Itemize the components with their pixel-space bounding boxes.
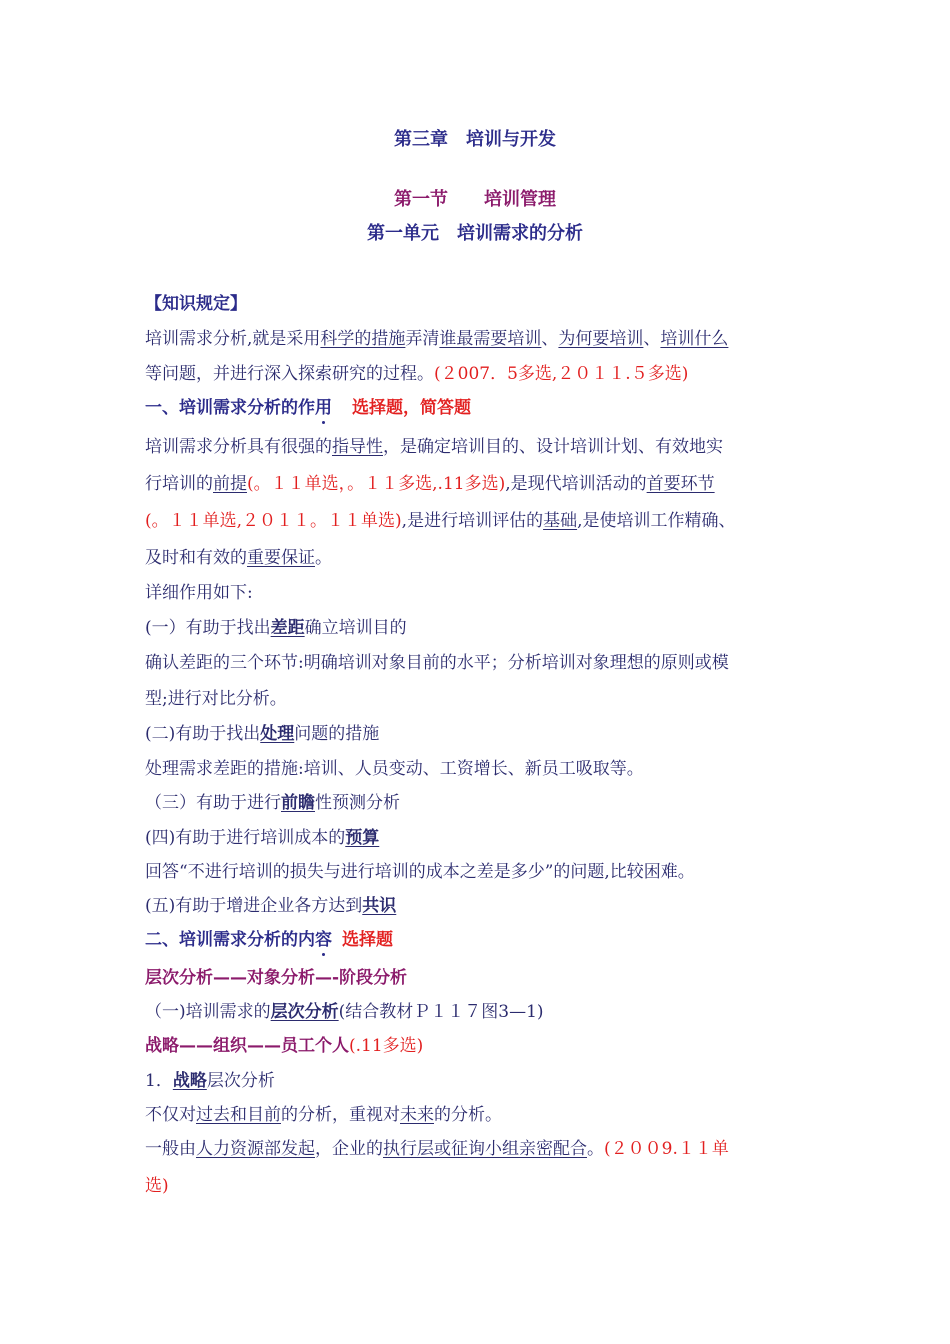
underlined-term: 指导性 [332,437,383,457]
underlined-term: 为何要培训 [558,329,644,349]
key-term: 处理 [260,724,295,744]
underlined-term: 重要保证 [247,548,315,568]
text: 。 [587,1139,604,1159]
intro-line-1 [145,324,728,349]
text: 的分析，重视对 [281,1105,400,1125]
item-4 [145,823,379,848]
s1-line-2 [145,469,715,494]
heading-text: 一、培训需求分析的作 [145,398,315,418]
unit-title: 第一单元 培训需求的分析 [367,223,583,244]
text: ,是现代培训活动的 [505,474,647,494]
text: （一)培训需求的 [145,1002,271,1022]
underlined-term: 执行层或征询小组亲密配合 [383,1139,587,1159]
item-2 [145,719,379,744]
exam-note: (２００9.１１单 [604,1139,729,1159]
text: (四)有助于进行培训成本的 [145,828,346,848]
text: 、 [541,329,559,349]
text: 、 [643,329,661,349]
s1-line-3 [145,506,735,531]
underlined-term: 前提 [213,474,247,494]
s1-line-4 [145,543,332,568]
section-title: 第一节 培训管理 [394,189,556,210]
text: 层次分析 [206,1071,275,1091]
text: 等问题，并进行深入探索研究的过程。 [145,364,434,384]
text: (结合教材Ｐ１１７图3—1) [338,1002,544,1022]
strategy-line-1 [145,1100,502,1125]
text: (一）有助于找出 [145,618,271,638]
text: ,是进行培训评估的 [401,511,544,531]
underlined-term: 基础 [543,511,578,531]
item-3 [145,788,400,813]
s1-line-1 [145,432,723,457]
level-analysis-heading [145,997,544,1022]
key-term: 前瞻 [281,793,315,813]
heading-text-dotted: 容 [315,930,332,950]
text: ，是确定培训目的、设计培训计划、有效地实 [383,437,723,457]
text: 行培训的 [145,474,213,494]
detail-intro: 详细作用如下: [145,583,253,603]
item-2-line-1: 处理需求差距的措施:培训、人员变动、工资增长、新员工吸取等。 [145,759,644,779]
strategy-level-heading [145,1066,275,1091]
key-term: 层次分析 [270,1002,339,1022]
text: 及时和有效的 [145,548,247,568]
section-2-heading [145,925,393,950]
key-term: 共识 [362,896,397,916]
text: 。 [315,548,332,568]
intro-line-2 [145,359,688,384]
exam-note: (。１１单选,２０１１。１１单选) [145,511,402,531]
item-1 [145,613,407,638]
underlined-term: 过去和目前 [196,1105,281,1125]
heading-text-dotted: 用 [315,398,332,418]
underlined-term: 科学的措施 [320,329,406,349]
heading-text: 二、培训需求分析的内 [145,930,315,950]
chain-text: 战略——组织——员工个人 [145,1036,349,1056]
item-4-line-1: 回答“不进行培训的损失与进行培训的成本之差是多少”的问题,比较困难。 [145,862,695,882]
key-term: 预算 [345,828,380,848]
underlined-term: 未来 [400,1105,434,1125]
text: 确立培训目的 [304,618,407,638]
text: 问题的措施 [294,724,380,744]
text: 弄清 [405,329,440,349]
section-1-heading [145,393,471,418]
key-term: 差距 [270,618,305,638]
text: ,是使培训工作精确、 [577,511,736,531]
text: 一般由 [145,1139,196,1159]
text: 性预测分析 [315,793,400,813]
question-type: 选择题 [342,930,393,950]
text: 1． [145,1071,173,1091]
knowledge-heading: 【知识规定】 [145,294,247,314]
item-1-line-2: 型;进行对比分析。 [145,689,287,709]
underlined-term: 谁最需要培训 [439,329,542,349]
underlined-term: 首要环节 [646,474,715,494]
item-5 [145,891,396,916]
exam-note: (。１１单选，。１１多选,.11多选) [247,474,506,494]
text: (五)有助于增进企业各方达到 [145,896,363,916]
exam-note: (.11多选) [349,1036,424,1056]
text: ，企业的 [315,1139,383,1159]
underlined-term: 培训什么 [660,329,729,349]
text: 不仅对 [145,1105,196,1125]
key-term: 战略 [172,1071,207,1091]
level-chain [145,1031,423,1056]
text: 培训需求分析,就是采用 [145,329,321,349]
text: (二)有助于找出 [145,724,261,744]
exam-note: (２007．5多选,２０１１.５多选) [434,364,689,384]
text: （三）有助于进行 [145,793,281,813]
analysis-levels: 层次分析——对象分析—-阶段分析 [145,968,408,988]
question-type: 选择题，简答题 [352,398,471,418]
text: 的分析。 [434,1105,502,1125]
chapter-title: 第三章 培训与开发 [394,129,556,150]
text: 培训需求分析具有很强的 [145,437,332,457]
underlined-term: 人力资源部发起 [196,1139,315,1159]
item-1-line-1: 确认差距的三个环节:明确培训对象目前的水平；分析培训对象理想的原则或模 [145,653,729,673]
strategy-line-3: 选) [145,1176,169,1196]
strategy-line-2 [145,1134,729,1159]
